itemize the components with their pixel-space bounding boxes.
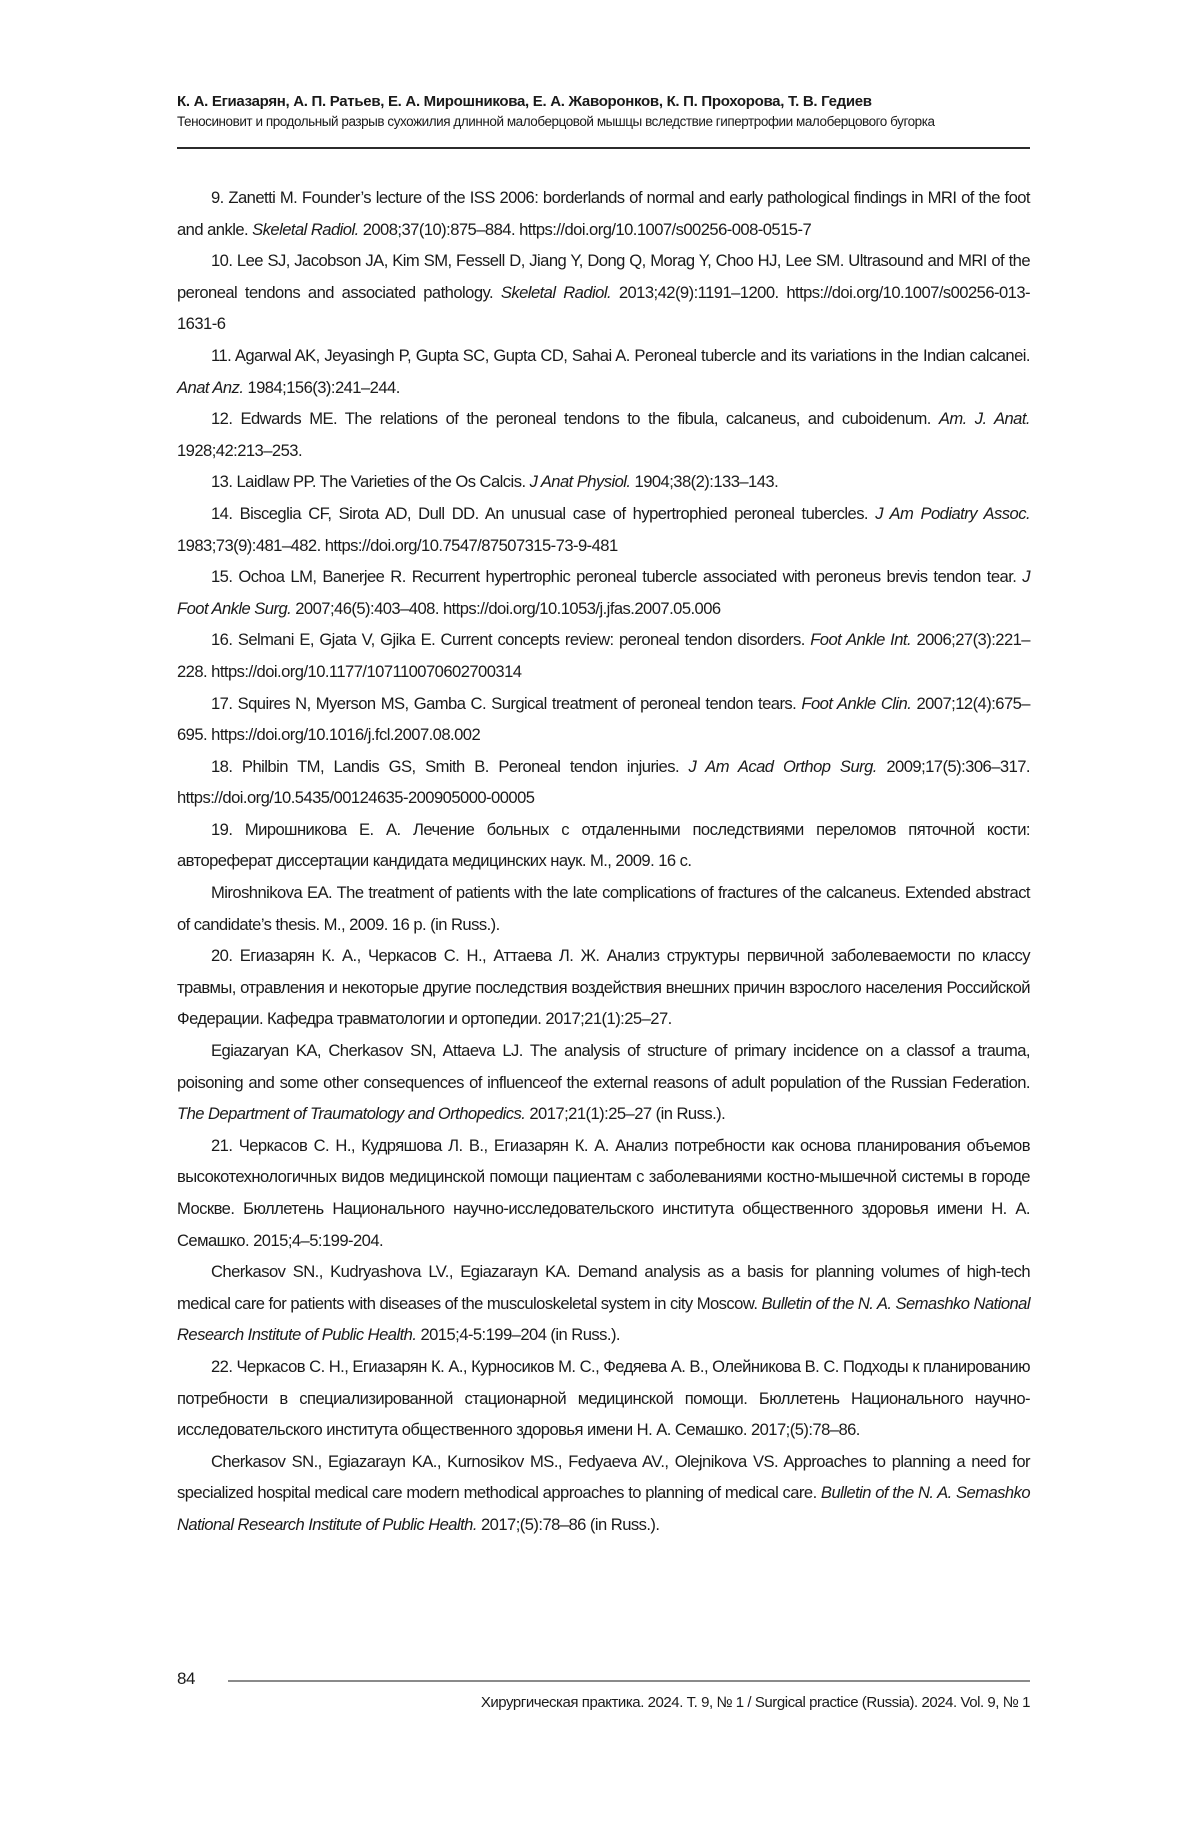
reference-item <box>177 466 1030 498</box>
reference-journal: Foot Ankle Int. <box>810 630 912 650</box>
reference-text: 18. Philbin TM, Landis GS, Smith B. Peroneal tendon injuries. <box>211 756 689 776</box>
footer-rule <box>228 1680 1030 1682</box>
reference-journal: Bulletin of the N. A. Semashko National Research Institute of Public Health. <box>177 1483 1030 1534</box>
reference-tail: 1928;42:213–253. <box>177 440 303 460</box>
reference-tail: 2008;37(10):875–884. https://doi.org/10.1007/s00256-008-0515-7 <box>358 219 812 239</box>
reference-tail: 1983;73(9):481–482. https://doi.org/10.7547/87507315-73-9-481 <box>177 535 618 555</box>
reference-list <box>177 182 1030 1541</box>
reference-journal: J Anat Physiol. <box>529 472 631 492</box>
reference-tail: 2017;21(1):25–27 (in Russ.). <box>525 1104 726 1124</box>
reference-text: 10. Lee SJ, Jacobson JA, Kim SM, Fessell D, Jiang Y, Dong Q, Morag Y, Choo HJ, Lee SM. Ultrasound and MRI of the peroneal tendons and associated pathology. <box>177 251 1030 302</box>
reference-item <box>177 1351 1030 1446</box>
reference-journal: Am. J. Anat. <box>938 409 1030 429</box>
reference-text: Cherkasov SN., Kudryashova LV., Egiazarayn KA. Demand analysis as a basis for planning volumes of high-tech medical care for patients with diseases of the musculoskeletal system in city Moscow. <box>177 1262 1030 1313</box>
reference-item <box>177 1256 1030 1351</box>
reference-text: Cherkasov SN., Egiazarayn KA., Kurnosikov MS., Fedyaeva AV., Olejnikova VS. Approaches to planning a need for specialized hospital medical care modern methodical approaches to planning of medical care. <box>177 1451 1030 1503</box>
reference-text: 19. Мирошникова Е. А. Лечение больных с отдаленными последствиями переломов пяточной кости: автореферат диссертации кандидата медицинских наук. М., 2009. 16 с. <box>177 819 1030 871</box>
reference-journal: Anat Anz. <box>177 377 244 397</box>
reference-text: 9. Zanetti M. Founder’s lecture of the ISS 2006: borderlands of normal and early pathological findings in MRI of the foot and ankle. <box>177 188 1030 239</box>
reference-journal: Bulletin of the N. A. Semashko National Research Institute of Public Health. <box>177 1293 1030 1345</box>
reference-item <box>177 182 1030 245</box>
reference-journal: Skeletal Radiol. <box>500 282 612 302</box>
reference-item <box>177 877 1030 940</box>
reference-journal: Skeletal Radiol. <box>252 219 359 239</box>
reference-text: Egiazaryan KA, Cherkasov SN, Attaeva LJ. The analysis of structure of primary incidence on a classof a trauma, poisoning and some other consequences of influenceof the external reasons of adult population of the Russian Federation. <box>177 1041 1030 1092</box>
reference-item <box>177 1446 1030 1541</box>
page-number: 84 <box>177 1669 195 1688</box>
reference-tail: 2017;(5):78–86 (in Russ.). <box>476 1514 660 1534</box>
reference-text: 22. Черкасов С. Н., Егиазарян К. А., Курносиков М. С., Федяева А. В., Олейникова В. С. Подходы к планированию потребности в специализированной стационарной медицинской помощи. Бюллетень Национального научно-исследовательского института общественного здоровья имени Н. А. Семашко. 2017;(5):78–86. <box>177 1356 1030 1440</box>
reference-item <box>177 688 1030 751</box>
reference-text: 11. Agarwal AK, Jeyasingh P, Gupta SC, Gupta CD, Sahai A. Peroneal tubercle and its variations in the Indian calcanei. <box>211 345 1030 365</box>
header-rule <box>177 147 1030 149</box>
reference-item <box>177 1035 1030 1130</box>
reference-item <box>177 1130 1030 1256</box>
reference-item <box>177 498 1030 561</box>
reference-tail: 2007;46(5):403–408. https://doi.org/10.1053/j.jfas.2007.05.006 <box>291 598 721 618</box>
reference-item <box>177 624 1030 687</box>
reference-tail: 2006;27(3):221–228. https://doi.org/10.1177/107110070602700314 <box>177 630 1030 681</box>
reference-text: 20. Егиазарян К. А., Черкасов С. Н., Аттаева Л. Ж. Анализ структуры первичной заболеваемости по классу травмы, отравления и некоторые другие последствия воздействия внешних причин взрослого населения Российской Федерации. Кафедра травматологии и ортопедии. 2017;21(1):25–27. <box>177 946 1030 1029</box>
header-authors: К. А. Егиазарян, А. П. Ратьев, Е. А. Мирошникова, Е. А. Жаворонков, К. П. Прохорова, Т. В. Гедиев <box>177 93 872 110</box>
reference-tail: 1904;38(2):133–143. <box>630 472 779 492</box>
reference-journal: Foot Ankle Clin. <box>801 693 912 713</box>
reference-item <box>177 340 1030 403</box>
reference-text: 16. Selmani E, Gjata V, Gjika E. Current concepts review: peroneal tendon disorders. <box>211 630 811 650</box>
reference-item <box>177 245 1030 340</box>
reference-text: Miroshnikova EA. The treatment of patients with the late complications of fractures of the calcaneus. Extended abstract of candidate’s thesis. M., 2009. 16 p. (in Russ.). <box>177 883 1030 934</box>
reference-journal: J Foot Ankle Surg. <box>177 567 1030 618</box>
reference-text: 21. Черкасов С. Н., Кудряшова Л. В., Егиазарян К. А. Анализ потребности как основа планирования объемов высокотехнологичных видов медицинской помощи пациентам с заболеваниями костно-мышечной системы в городе Москве. Бюллетень Национального научно-исследовательского института общественного здоровья имени Н. А. Семашко. 2015;4–5:199-204. <box>177 1135 1030 1250</box>
running-header <box>177 92 1030 132</box>
reference-item <box>177 940 1030 1035</box>
reference-text: 13. Laidlaw PP. The Varieties of the Os Calcis. <box>211 472 530 492</box>
reference-tail: 1984;156(3):241–244. <box>243 377 400 397</box>
reference-journal: The Department of Traumatology and Orthopedics. <box>177 1104 526 1124</box>
reference-item <box>177 751 1030 814</box>
reference-text: 15. Ochoa LM, Banerjee R. Recurrent hypertrophic peroneal tubercle associated with peroneus brevis tendon tear. <box>211 567 1023 587</box>
reference-text: 14. Bisceglia CF, Sirota AD, Dull DD. An unusual case of hypertrophied peroneal tubercles. <box>211 503 876 523</box>
reference-item <box>177 561 1030 624</box>
reference-journal: J Am Acad Orthop Surg. <box>688 756 877 776</box>
header-article-title: Теносиновит и продольный разрыв сухожилия длинной малоберцовой мышцы вследствие гипертрофии малоберцового бугорка <box>177 114 935 129</box>
reference-tail: 2015;4-5:199–204 (in Russ.). <box>416 1325 620 1345</box>
reference-tail: 2013;42(9):1191–1200. https://doi.org/10.1007/s00256-013-1631-6 <box>177 282 1030 334</box>
reference-item <box>177 403 1030 466</box>
footer-journal-line: Хирургическая практика. 2024. Т. 9, № 1 / Surgical practice (Russia). 2024. Vol. 9, № 1 <box>480 1694 1030 1711</box>
reference-tail: 2007;12(4):675–695. https://doi.org/10.1016/j.fcl.2007.08.002 <box>177 693 1030 745</box>
reference-journal: J Am Podiatry Assoc. <box>875 503 1031 523</box>
reference-item <box>177 814 1030 877</box>
reference-text: 12. Edwards ME. The relations of the peroneal tendons to the fibula, calcaneus, and cuboidenum. <box>211 409 939 429</box>
reference-text: 17. Squires N, Myerson MS, Gamba C. Surgical treatment of peroneal tendon tears. <box>211 693 802 713</box>
reference-tail: 2009;17(5):306–317. https://doi.org/10.5435/00124635-200905000-00005 <box>177 756 1030 808</box>
